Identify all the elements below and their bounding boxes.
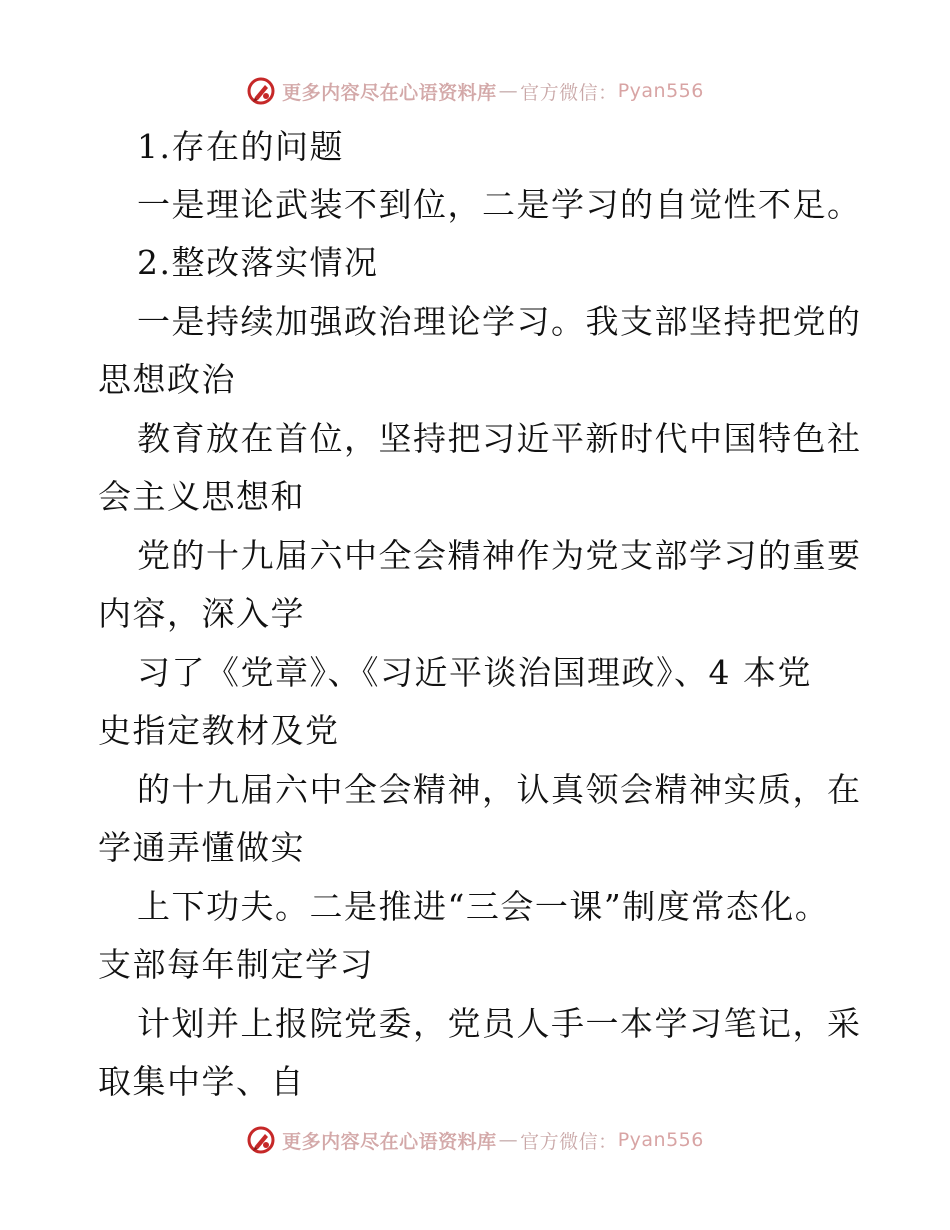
body-line: 内容，深入学 <box>98 594 305 633</box>
body-line: 支部每年制定学习 <box>98 945 374 984</box>
body-line: 史指定教材及党 <box>98 711 340 750</box>
banner-wechat-id: Pyan556 <box>617 1129 704 1151</box>
body-line: 取集中学、自 <box>98 1062 305 1101</box>
footer-banner <box>0 1120 950 1160</box>
body-line: 的十九届六中全会精神，认真领会精神实质，在 <box>137 770 862 809</box>
banner-brand-text: 更多内容尽在心语资料库 <box>282 81 497 104</box>
body-line: 习了《党章》、《习近平谈治国理政》、4 本党 <box>137 653 812 692</box>
banner-separator: — <box>498 1129 519 1151</box>
body-line: 会主义思想和 <box>98 477 305 516</box>
body-line: 思想政治 <box>98 360 236 399</box>
body-line: 一是理论武装不到位，二是学习的自觉性不足。 <box>137 185 862 224</box>
body-line: 1.存在的问题 <box>137 127 344 166</box>
body-line: 上下功夫。二是推进“三会一课”制度常态化。 <box>137 887 830 926</box>
banner-wechat-label: 官方微信： <box>520 81 618 104</box>
body-line: 学通弄懂做实 <box>98 828 305 867</box>
pen-logo-icon <box>246 1125 276 1155</box>
body-line: 教育放在首位，坚持把习近平新时代中国特色社 <box>137 419 862 458</box>
banner-brand-text: 更多内容尽在心语资料库 <box>282 1130 497 1153</box>
body-line: 2.整改落实情况 <box>137 243 379 282</box>
body-line: 计划并上报院党委，党员人手一本学习笔记，采 <box>137 1004 862 1043</box>
banner-wechat-label: 官方微信： <box>520 1130 618 1153</box>
banner-wechat-id: Pyan556 <box>617 80 704 102</box>
banner-separator: — <box>498 80 519 102</box>
body-line: 党的十九届六中全会精神作为党支部学习的重要 <box>137 536 862 575</box>
body-line: 一是持续加强政治理论学习。我支部坚持把党的 <box>137 302 862 341</box>
